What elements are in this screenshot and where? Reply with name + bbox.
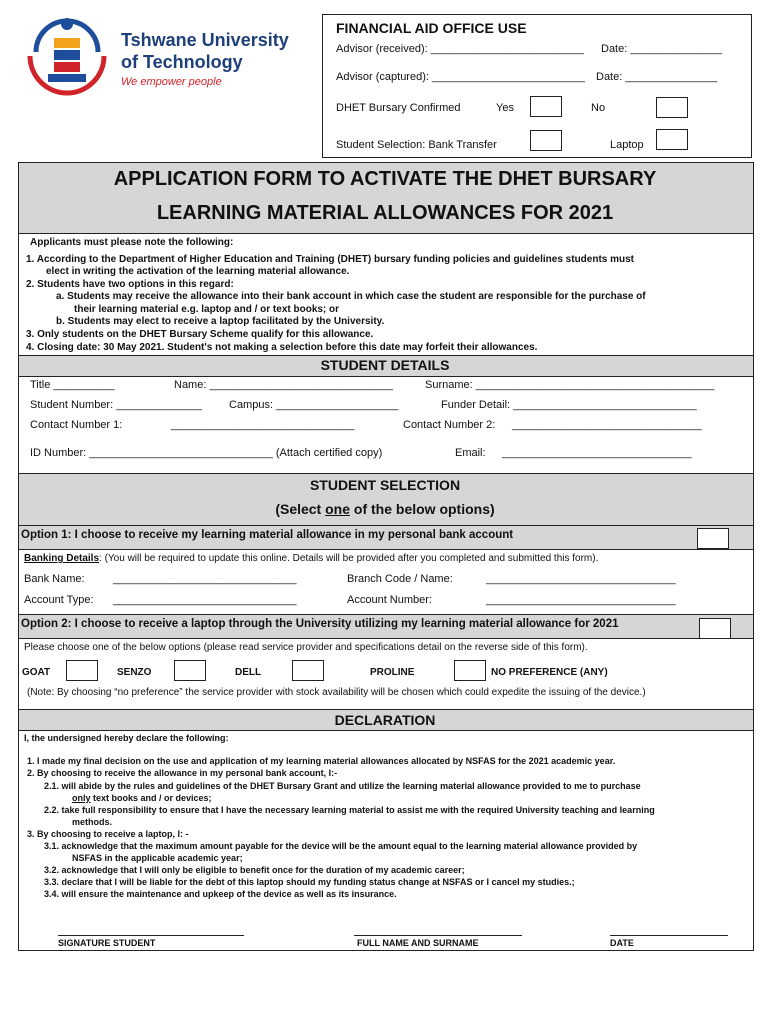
declaration-item-3: 3. By choosing to receive a laptop, I: - bbox=[27, 829, 189, 839]
note-2a: a. Students may receive the allowance into their bank account in which case the student are responsible for the purchase of bbox=[56, 291, 646, 302]
note-2b: b. Students may elect to receive a laptop facilitated by the University. bbox=[56, 316, 385, 327]
bursary-confirmed-label: DHET Bursary Confirmed bbox=[336, 102, 461, 114]
contact-number1-label: Contact Number 1: bbox=[30, 419, 123, 431]
university-logo bbox=[22, 16, 112, 96]
option1-checkbox[interactable] bbox=[697, 528, 729, 549]
account-number-label: Account Number: bbox=[347, 594, 432, 606]
note-2: 2. Students have two options in this regard: bbox=[26, 279, 234, 290]
student-selection-label: Student Selection: Bank Transfer bbox=[336, 139, 497, 151]
laptop-office-checkbox[interactable] bbox=[656, 129, 688, 150]
declaration-item-3-1-cont: NSFAS in the applicable academic year; bbox=[72, 853, 243, 863]
declaration-item-2-2-cont: methods. bbox=[72, 817, 113, 827]
account-number-field[interactable]: _______________________________ bbox=[486, 594, 676, 606]
select-one-pre: (Select bbox=[275, 501, 326, 517]
title-field[interactable]: Title __________ bbox=[30, 379, 115, 391]
dell-label: DELL bbox=[235, 667, 262, 678]
contact-number2-label: Contact Number 2: bbox=[403, 419, 496, 431]
full-name-label: FULL NAME AND SURNAME bbox=[357, 938, 479, 948]
bank-name-label: Bank Name: bbox=[24, 573, 85, 585]
declaration-item-1: 1. I made my final decision on the use and application of my learning material allowances allocated by NSFAS for the 2021 academic year. bbox=[27, 756, 616, 766]
proline-label: PROLINE bbox=[370, 667, 415, 678]
option2-checkbox[interactable] bbox=[699, 618, 731, 639]
note-2a-cont: their learning material e.g. laptop and / or text books; or bbox=[74, 304, 340, 315]
name-field[interactable]: Name: ______________________________ bbox=[174, 379, 393, 391]
bursary-no-checkbox[interactable] bbox=[656, 97, 688, 118]
goat-label: GOAT bbox=[22, 667, 51, 678]
student-details-heading: STUDENT DETAILS bbox=[320, 357, 450, 373]
office-date1-field[interactable]: Date: _______________ bbox=[601, 43, 723, 55]
banking-details-label: Banking Details bbox=[24, 553, 100, 564]
email-label: Email: bbox=[455, 447, 486, 459]
logo-name-line2: of Technology bbox=[121, 52, 243, 72]
note-1: 1. According to the Department of Higher Education and Training (DHET) bursary funding policies and guidelines students must bbox=[26, 254, 635, 265]
signature-student-label: SIGNATURE STUDENT bbox=[58, 938, 156, 948]
only-underlined: only bbox=[72, 793, 91, 803]
email-field[interactable]: _______________________________ bbox=[502, 447, 692, 459]
date-label: DATE bbox=[610, 938, 634, 948]
signature-student-line[interactable] bbox=[58, 935, 244, 936]
no-preference-label: NO PREFERENCE (ANY) bbox=[491, 667, 608, 678]
declaration-item-2-2: 2.2. take full responsibility to ensure that I have the necessary learning material to assist me with the required University teaching and learning bbox=[44, 805, 655, 815]
senzo-label: SENZO bbox=[117, 667, 152, 678]
office-date2-field[interactable]: Date: _______________ bbox=[596, 71, 718, 83]
account-type-label: Account Type: bbox=[24, 594, 94, 606]
senzo-checkbox[interactable] bbox=[174, 660, 206, 681]
goat-checkbox[interactable] bbox=[66, 660, 98, 681]
banking-details-text: : (You will be required to update this online. Details will be provided after you completed and submitted this form). bbox=[99, 553, 599, 564]
note-1b: elect in writing the activation of the learning material allowance. bbox=[46, 266, 350, 277]
declaration-item-2: 2. By choosing to receive the allowance in my personal bank account, I:- bbox=[27, 768, 338, 778]
logo-emblem-icon bbox=[22, 16, 112, 96]
student-number-field[interactable]: Student Number: ______________ bbox=[30, 399, 202, 411]
no-label: No bbox=[591, 102, 606, 114]
id-number-field[interactable]: ID Number: ______________________________ (Attach certified copy) bbox=[30, 447, 383, 459]
notes-heading: Applicants must please note the following: bbox=[30, 237, 234, 248]
branch-code-field[interactable]: _______________________________ bbox=[486, 573, 676, 585]
declaration-item-3-3: 3.3. declare that I will be liable for the debt of this laptop should my funding status change at NSFAS or I cancel my studies.; bbox=[44, 877, 575, 887]
office-title: FINANCIAL AID OFFICE USE bbox=[336, 20, 527, 36]
advisor-received-field[interactable]: Advisor (received): _________________________ bbox=[336, 43, 584, 55]
declaration-item-3-2: 3.2. acknowledge that I will only be eligible to benefit once for the duration of my academic career; bbox=[44, 865, 465, 875]
funder-detail-field[interactable]: Funder Detail: ______________________________ bbox=[441, 399, 697, 411]
please-choose-text: Please choose one of the below options (please read service provider and specifications detail on the reverse side of this form). bbox=[24, 642, 588, 653]
account-type-field[interactable]: ______________________________ bbox=[113, 594, 297, 606]
option1-label: Option 1: I choose to receive my learning material allowance in my personal bank account bbox=[21, 529, 514, 541]
campus-field[interactable]: Campus: ____________________ bbox=[229, 399, 399, 411]
declaration-item-2-1-cont bbox=[72, 793, 212, 803]
contact-number1-field[interactable]: ______________________________ bbox=[171, 419, 355, 431]
date-line[interactable] bbox=[610, 935, 728, 936]
declaration-intro: I, the undersigned hereby declare the following: bbox=[24, 733, 229, 743]
select-one-subheading bbox=[18, 501, 752, 517]
option2-label: Option 2: I choose to receive a laptop through the University utilizing my learning material allowance for 2021 bbox=[21, 618, 619, 630]
surname-field[interactable]: Surname: _______________________________________ bbox=[425, 379, 715, 391]
proline-checkbox[interactable] bbox=[454, 660, 486, 681]
yes-label: Yes bbox=[496, 102, 514, 114]
declaration-item-2-1: 2.1. will abide by the rules and guidelines of the DHET Bursary Grant and utilize the learning material allowance provided to me to purchase bbox=[44, 781, 641, 791]
advisor-captured-field[interactable]: Advisor (captured): _________________________ bbox=[336, 71, 585, 83]
logo-tagline: We empower people bbox=[121, 76, 222, 88]
note-3: 3. Only students on the DHET Bursary Scheme qualify for this allowance. bbox=[26, 329, 374, 340]
note-4: 4. Closing date: 30 May 2021. Student's not making a selection before this date may forfeit their allowances. bbox=[26, 342, 538, 353]
form-title-line1: APPLICATION FORM TO ACTIVATE THE DHET BURSARY bbox=[113, 168, 657, 190]
declaration-item-3-4: 3.4. will ensure the maintenance and upkeep of the device as well as its insurance. bbox=[44, 889, 397, 899]
contact-number2-field[interactable]: _______________________________ bbox=[512, 419, 702, 431]
dell-checkbox[interactable] bbox=[292, 660, 324, 681]
student-selection-heading: STUDENT SELECTION bbox=[309, 477, 461, 493]
form-title-line2: LEARNING MATERIAL ALLOWANCES FOR 2021 bbox=[156, 202, 614, 224]
logo-name-line1: Tshwane University bbox=[121, 30, 289, 50]
no-preference-note: (Note: By choosing “no preference” the service provider with stock availability will be chosen which could expedite the issuing of the device.) bbox=[27, 687, 646, 698]
banking-details-line bbox=[24, 553, 598, 564]
bank-name-field[interactable]: ______________________________ bbox=[113, 573, 297, 585]
bank-transfer-checkbox[interactable] bbox=[530, 130, 562, 151]
full-name-line[interactable] bbox=[354, 935, 522, 936]
laptop-label: Laptop bbox=[610, 139, 644, 151]
select-one-post: of the below options) bbox=[350, 501, 495, 517]
text-books-devices: text books and / or devices; bbox=[90, 793, 212, 803]
declaration-heading: DECLARATION bbox=[334, 712, 436, 728]
select-one-underlined: one bbox=[325, 501, 351, 517]
branch-code-label: Branch Code / Name: bbox=[347, 573, 453, 585]
declaration-item-3-1: 3.1. acknowledge that the maximum amount payable for the device will be the amount equal to the learning material allowance provided by bbox=[44, 841, 638, 851]
bursary-yes-checkbox[interactable] bbox=[530, 96, 562, 117]
